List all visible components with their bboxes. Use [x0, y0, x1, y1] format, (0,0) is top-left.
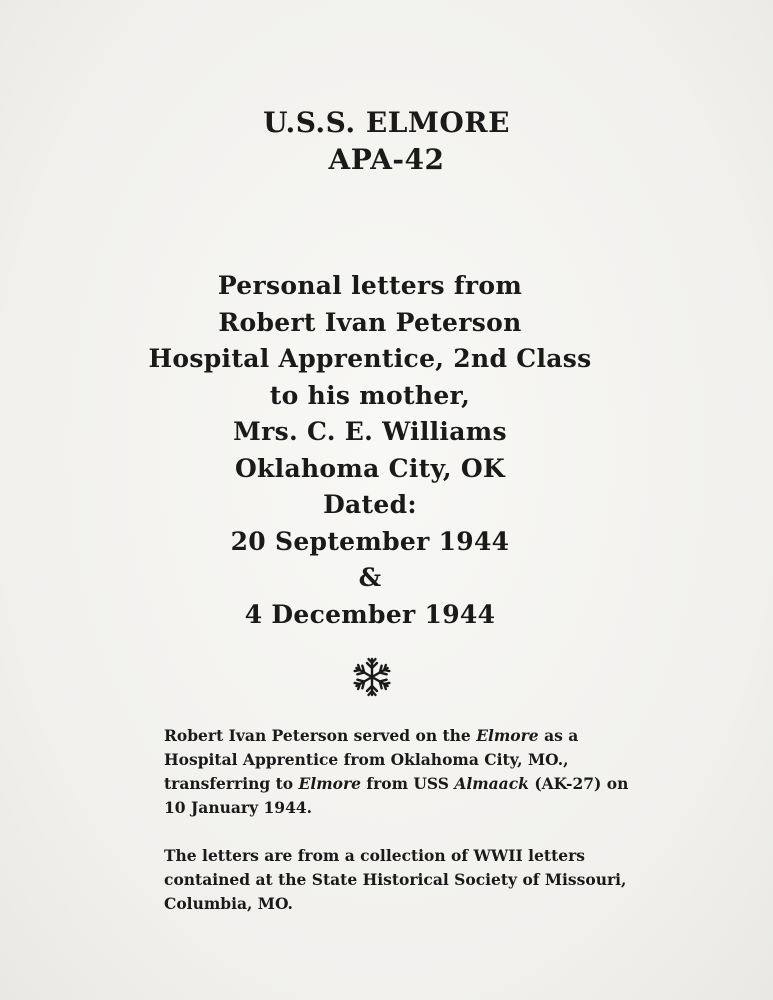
note-text: (AK-27) on 10 January 1944.	[164, 774, 629, 817]
description-line: Oklahoma City, OK	[234, 453, 506, 483]
collection-note-paragraph: The letters are from a collection of WWII letters contained at the State Historical Society of Missouri, Columbia, MO.	[164, 846, 627, 913]
title-block	[0, 104, 773, 178]
notes-section	[164, 724, 634, 916]
description-line: &	[358, 563, 382, 592]
note-text: from USS	[361, 774, 455, 793]
description-line: Personal letters from	[217, 271, 523, 300]
letters-description	[0, 268, 740, 633]
description-line: Hospital Apprentice, 2nd Class	[148, 344, 592, 373]
ship-name-italic: Elmore	[298, 774, 361, 793]
description-line: to his mother,	[269, 380, 471, 410]
snowflake-icon	[351, 656, 393, 698]
description-line: Mrs. C. E. Williams	[233, 417, 507, 446]
title-hull-number: APA-42	[328, 143, 445, 176]
description-line: 20 September 1944	[230, 526, 510, 556]
ship-name-italic: Almaack	[454, 774, 529, 793]
note-text: Robert Ivan Peterson served on the	[164, 726, 477, 745]
title-ship-name: U.S.S. ELMORE	[263, 106, 510, 139]
ship-name-italic: Elmore	[476, 726, 539, 745]
description-line: Dated:	[323, 490, 417, 519]
description-line: Robert Ivan Peterson	[218, 307, 522, 337]
note-text: as a Hospital Apprentice from Oklahoma City, MO., transferring to	[164, 726, 579, 793]
description-line: 4 December 1944	[244, 599, 496, 629]
service-note-paragraph	[164, 724, 634, 820]
